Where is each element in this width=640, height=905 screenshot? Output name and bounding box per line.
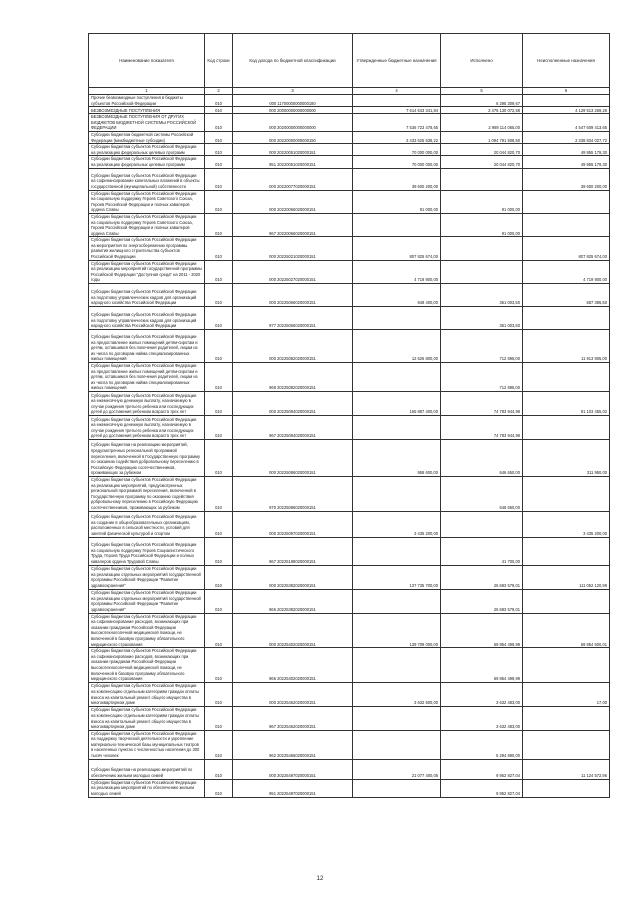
row-executed-amount: 712 895,00: [441, 363, 523, 392]
row-line-code: 010: [205, 706, 233, 730]
row-line-code: 010: [205, 613, 233, 648]
row-approved-amount: 3 435 200,00: [353, 511, 441, 537]
header-executed: Исполнено: [441, 34, 523, 88]
row-line-code: 010: [205, 168, 233, 190]
row-indicator-name: Субсидии бюджетам субъектов Российской Федерации на ежемесячную денежную выплату, назначаемую в случае рождения третьего ребенка или последующих детей до достижения ребенком возраста трех лет: [89, 416, 205, 440]
row-budget-code: 967 20225462020000151: [233, 706, 353, 730]
row-line-code: 010: [205, 511, 233, 537]
row-unexecuted-amount: 587 396,50: [523, 284, 610, 307]
table-row: [89, 237, 610, 260]
row-line-code: 010: [205, 682, 233, 706]
row-budget-code: 967 20220066020000151: [233, 213, 353, 236]
row-executed-amount: [441, 168, 523, 190]
row-budget-code: 000 20225382020000151: [233, 565, 353, 589]
row-executed-amount: 74 783 944,98: [441, 416, 523, 440]
row-unexecuted-amount: 91 103 455,02: [523, 392, 610, 416]
row-approved-amount: 807 825 674,00: [353, 237, 441, 260]
row-unexecuted-amount: [523, 779, 610, 797]
row-unexecuted-amount: 2 338 834 027,72: [523, 131, 610, 143]
row-budget-code: 000 20220051020000151: [233, 144, 353, 156]
row-executed-amount: 5 294 890,00: [441, 730, 523, 759]
row-unexecuted-amount: 11 124 572,96: [523, 759, 610, 779]
table-row: [89, 477, 610, 512]
row-executed-amount: 74 783 944,98: [441, 392, 523, 416]
row-executed-amount: [441, 511, 523, 537]
row-executed-amount: 6 295 309,67: [441, 95, 523, 107]
row-indicator-name: БЕЗВОЗМЕЗДНЫЕ ПОСТУПЛЕНИЯ: [89, 107, 205, 114]
row-approved-amount: 7 536 723 478,65: [353, 114, 441, 132]
row-budget-code: 966 20225402020000151: [233, 648, 353, 683]
row-approved-amount: 3 632 500,00: [353, 682, 441, 706]
row-budget-code: 000 20220066020000151: [233, 190, 353, 213]
row-line-code: 010: [205, 107, 233, 114]
row-unexecuted-amount: [523, 190, 610, 213]
row-indicator-name: Субсидии бюджетам субъектов Российской Федерации на компенсацию отдельным категориям граждан оплаты взноса на капитальный ремонт общего имущества в многоквартирном доме: [89, 706, 205, 730]
row-executed-amount: 9 952 827,04: [441, 779, 523, 797]
budget-execution-sheet: [88, 33, 609, 798]
row-indicator-name: Субсидии бюджетам субъектов Российской Федерации на софинансирование расходов, возникающих при оказании гражданам Российской Федерации высокотехнологичной медицинской помощи, не включенной в базовую программу обязательного медицинского страхования: [89, 613, 205, 648]
row-budget-code: 000 20225082020000151: [233, 330, 353, 363]
row-indicator-name: Субсидии бюджетам субъектов Российской Федерации на предоставление жилых помещений детям-сиротам и детям, оставшимся без попечения родителей, лицам из их числа по договорам найма специализированных жилых помещений: [89, 330, 205, 363]
column-number: 2: [205, 88, 233, 95]
table-row: [89, 213, 610, 236]
table-row: [89, 537, 610, 565]
row-approved-amount: [353, 363, 441, 392]
row-executed-amount: 361 003,50: [441, 307, 523, 330]
row-line-code: 010: [205, 330, 233, 363]
row-unexecuted-amount: 39 600 200,00: [523, 168, 610, 190]
row-unexecuted-amount: 49 955 179,30: [523, 156, 610, 168]
row-approved-amount: 4 719 900,00: [353, 260, 441, 283]
table-row: [89, 706, 610, 730]
row-budget-code: 000 20225027020000151: [233, 260, 353, 283]
row-indicator-name: Субсидии бюджетам субъектов Российской Федерации на социальную поддержку Героев Социалистического Труда, Героев Труда Российской Федерации и полных кавалеров ордена Трудовой Славы: [89, 537, 205, 565]
row-executed-amount: 26 683 579,01: [441, 565, 523, 589]
row-indicator-name: Субсидии бюджетам бюджетной системы Российской Федерации (межбюджетные субсидии): [89, 131, 205, 143]
row-executed-amount: 646 650,00: [441, 477, 523, 512]
row-executed-amount: 3 632 483,00: [441, 706, 523, 730]
row-approved-amount: [353, 779, 441, 797]
table-row: [89, 589, 610, 613]
row-budget-code: 967 20225084020000151: [233, 416, 353, 440]
row-unexecuted-amount: 3 435 200,00: [523, 511, 610, 537]
row-budget-code: 962 20225466020000151: [233, 730, 353, 759]
row-line-code: 010: [205, 363, 233, 392]
row-indicator-name: Субсидии бюджетам субъектов Российской Федерации на социальную поддержку Героев Советского Союза, Героев Российской Федерации и полных кавалеров ордена Славы: [89, 213, 205, 236]
row-unexecuted-amount: 111 052 120,99: [523, 565, 610, 589]
row-indicator-name: Субсидии бюджетам субъектов Российской Федерации на софинансирование расходов, возникающих при оказании гражданам Российской Федерации высокотехнологичной медицинской помощи, не включенной в базовую программу обязательного медицинского страхования: [89, 648, 205, 683]
row-approved-amount: 958 600,00: [353, 440, 441, 477]
row-budget-code: 000 20225084020000151: [233, 392, 353, 416]
table-row: [89, 779, 610, 797]
row-executed-amount: 91 000,00: [441, 190, 523, 213]
row-budget-code: 000 20220000000000150: [233, 131, 353, 143]
row-approved-amount: 139 709 000,00: [353, 613, 441, 648]
table-row: [89, 107, 610, 114]
row-indicator-name: Субсидии бюджетам субъектов Российской Федерации на реализацию федеральных целевых программ: [89, 156, 205, 168]
row-line-code: 010: [205, 260, 233, 283]
row-executed-amount: 361 003,50: [441, 284, 523, 307]
row-unexecuted-amount: 69 854 500,01: [523, 613, 610, 648]
table-row: [89, 190, 610, 213]
row-budget-code: 951 20225497020000151: [233, 779, 353, 797]
row-indicator-name: Субсидии бюджетам на реализацию мероприятий по обеспечению жильем молодых семей: [89, 759, 205, 779]
row-approved-amount: [353, 213, 441, 236]
row-budget-code: 000 20225402020000151: [233, 613, 353, 648]
table-row: [89, 95, 610, 107]
row-budget-code: 966 20225382020000151: [233, 589, 353, 613]
table-row: [89, 511, 610, 537]
row-executed-amount: 646 650,00: [441, 440, 523, 477]
row-executed-amount: [441, 260, 523, 283]
row-approved-amount: [353, 416, 441, 440]
row-unexecuted-amount: [523, 213, 610, 236]
row-executed-amount: 69 854 499,99: [441, 648, 523, 683]
row-approved-amount: 39 600 200,00: [353, 168, 441, 190]
row-unexecuted-amount: [523, 537, 610, 565]
row-budget-code: 967 20225198020000151: [233, 537, 353, 565]
header-code: Код строки: [205, 34, 233, 88]
row-approved-amount: 12 626 800,00: [353, 330, 441, 363]
row-unexecuted-amount: 49 955 179,30: [523, 144, 610, 156]
row-budget-code: 000 20225066020000151: [233, 284, 353, 307]
table-row: [89, 416, 610, 440]
row-line-code: 010: [205, 284, 233, 307]
row-line-code: 010: [205, 565, 233, 589]
row-line-code: 010: [205, 190, 233, 213]
row-unexecuted-amount: 17,00: [523, 682, 610, 706]
row-executed-amount: 20 044 820,70: [441, 156, 523, 168]
row-executed-amount: 3 632 483,00: [441, 682, 523, 706]
row-unexecuted-amount: [523, 648, 610, 683]
row-approved-amount: 948 400,00: [353, 284, 441, 307]
row-approved-amount: [353, 730, 441, 759]
table-header-row: [89, 34, 610, 88]
row-indicator-name: Субсидии бюджетам субъектов Российской Федерации на создание в общеобразовательных организациях, расположенных в сельской местности, условий для занятий физической культурой и спортом: [89, 511, 205, 537]
row-approved-amount: 70 000 000,00: [353, 144, 441, 156]
row-unexecuted-amount: [523, 95, 610, 107]
row-executed-amount: 3 475 130 072,58: [441, 107, 523, 114]
row-line-code: 010: [205, 144, 233, 156]
table-row: [89, 392, 610, 416]
row-unexecuted-amount: [523, 477, 610, 512]
table-row: [89, 307, 610, 330]
table-row: [89, 440, 610, 477]
row-line-code: 010: [205, 477, 233, 512]
row-line-code: 010: [205, 392, 233, 416]
row-approved-amount: 70 000 000,00: [353, 156, 441, 168]
row-approved-amount: [353, 307, 441, 330]
header-name: Наименование показателя: [89, 34, 205, 88]
table-row: [89, 363, 610, 392]
table-row: [89, 284, 610, 307]
row-line-code: 010: [205, 779, 233, 797]
table-row: [89, 144, 610, 156]
row-line-code: 010: [205, 237, 233, 260]
row-line-code: 010: [205, 440, 233, 477]
row-unexecuted-amount: 4 547 609 413,65: [523, 114, 610, 132]
row-approved-amount: 3 433 625 538,22: [353, 131, 441, 143]
table-row: [89, 168, 610, 190]
column-number: 5: [441, 88, 523, 95]
row-approved-amount: [353, 648, 441, 683]
row-approved-amount: 91 000,00: [353, 190, 441, 213]
column-number: 6: [523, 88, 610, 95]
row-unexecuted-amount: [523, 307, 610, 330]
row-line-code: 010: [205, 213, 233, 236]
row-budget-code: 970 20225086020000151: [233, 477, 353, 512]
row-approved-amount: 165 887 400,00: [353, 392, 441, 416]
table-row: [89, 330, 610, 363]
table-row: [89, 114, 610, 132]
page-number: 12: [316, 876, 324, 882]
row-indicator-name: Субсидии бюджетам субъектов Российской Федерации на реализацию отдельных мероприятий государственной программы Российской Федерации "Развитие здравоохранения": [89, 565, 205, 589]
row-executed-amount: [441, 237, 523, 260]
header-kbk: Код дохода по бюджетной классификации: [233, 34, 353, 88]
row-indicator-name: Субсидии бюджетам субъектов Российской Федерации на софинансирование капитальных вложений в объекты государственной (муниципальной) собственности: [89, 168, 205, 190]
row-unexecuted-amount: 807 825 674,00: [523, 237, 610, 260]
row-executed-amount: 712 895,00: [441, 330, 523, 363]
row-budget-code: 000 11700000000000180: [233, 95, 353, 107]
row-approved-amount: [353, 706, 441, 730]
row-indicator-name: БЕЗВОЗМЕЗДНЫЕ ПОСТУПЛЕНИЯ ОТ ДРУГИХ БЮДЖЕТОВ БЮДЖЕТНОЙ СИСТЕМЫ РОССИЙСКОЙ ФЕДЕРАЦИИ: [89, 114, 205, 132]
row-approved-amount: [353, 589, 441, 613]
row-executed-amount: 91 000,00: [441, 213, 523, 236]
row-line-code: 010: [205, 131, 233, 143]
row-approved-amount: 7 614 643 341,84: [353, 107, 441, 114]
table-row: [89, 730, 610, 759]
row-unexecuted-amount: [523, 706, 610, 730]
column-number: 4: [353, 88, 441, 95]
table-row: [89, 260, 610, 283]
row-indicator-name: Субсидии бюджетам субъектов Российской Федерации на реализацию мероприятий государственной программы Российской Федерации "Доступная среда" на 2011 - 2020 годы: [89, 260, 205, 283]
row-unexecuted-amount: [523, 589, 610, 613]
table-row: [89, 131, 610, 143]
row-line-code: 010: [205, 730, 233, 759]
row-approved-amount: 21 077 400,06: [353, 759, 441, 779]
row-indicator-name: Субсидии бюджетам субъектов Российской Федерации на компенсацию отдельным категориям граждан оплаты взноса на капитальный ремонт общего имущества в многоквартирном доме: [89, 682, 205, 706]
row-executed-amount: 41 700,00: [441, 537, 523, 565]
column-number-row: [89, 88, 610, 95]
header-unexecuted: Неисполненные назначения: [523, 34, 610, 88]
row-approved-amount: 137 735 700,00: [353, 565, 441, 589]
row-line-code: 010: [205, 759, 233, 779]
row-executed-amount: 2 989 114 065,00: [441, 114, 523, 132]
row-indicator-name: Субсидии бюджетам субъектов Российской Федерации на подготовку управленческих кадров для организаций народного хозяйства Российской Федерации: [89, 284, 205, 307]
row-unexecuted-amount: [523, 730, 610, 759]
row-executed-amount: 69 854 499,99: [441, 613, 523, 648]
column-number: 1: [89, 88, 205, 95]
row-indicator-name: Субсидии бюджетам субъектов Российской Федерации на предоставление жилых помещений детям-сиротам и детям, оставшимся без попечения родителей, лицам из их числа по договорам найма специализированных жилых помещений: [89, 363, 205, 392]
row-budget-code: 000 20225462020000151: [233, 682, 353, 706]
row-executed-amount: 1 094 791 508,50: [441, 131, 523, 143]
row-line-code: 010: [205, 156, 233, 168]
row-indicator-name: Субсидии бюджетам субъектов Российской Федерации на реализацию мероприятий, предусмотренных региональной программой переселения, включенной в Государственную программу по оказанию содействия добровольному переселению в Российскую Федерацию соотечественников, проживающих за рубежом: [89, 477, 205, 512]
row-approved-amount: [353, 477, 441, 512]
row-executed-amount: 26 683 579,01: [441, 589, 523, 613]
row-unexecuted-amount: [523, 363, 610, 392]
row-line-code: 010: [205, 537, 233, 565]
table-row: [89, 613, 610, 648]
row-approved-amount: [353, 95, 441, 107]
row-budget-code: 968 20225082020000151: [233, 363, 353, 392]
table-row: [89, 759, 610, 779]
row-budget-code: 000 20000000000000000: [233, 107, 353, 114]
row-line-code: 010: [205, 589, 233, 613]
table-row: [89, 648, 610, 683]
row-budget-code: 000 20225086020000151: [233, 440, 353, 477]
row-budget-code: 000 20220077020000151: [233, 168, 353, 190]
row-indicator-name: Субсидии бюджетам субъектов Российской Федерации на ежемесячную денежную выплату, назначаемую в случае рождения третьего ребенка или последующих детей до достижения ребенком возраста трех лет: [89, 392, 205, 416]
row-budget-code: 000 20225097020000151: [233, 511, 353, 537]
row-indicator-name: Субсидии бюджетам субъектов Российской Федерации на поддержку творческой деятельности и укрепление материально-технической базы муниципальных театров в населенных пунктах с численностью населения до 300 тысяч человек: [89, 730, 205, 759]
table-row: [89, 565, 610, 589]
row-budget-code: 000 20225021020000151: [233, 237, 353, 260]
row-indicator-name: Субсидии бюджетам субъектов Российской Федерации на реализацию мероприятий по обеспечению жильем молодых семей: [89, 779, 205, 797]
row-line-code: 010: [205, 114, 233, 132]
row-executed-amount: 20 044 820,70: [441, 144, 523, 156]
row-budget-code: 000 20200000000000000: [233, 114, 353, 132]
row-budget-code: 000 20225497020000151: [233, 759, 353, 779]
table-row: [89, 682, 610, 706]
row-line-code: 010: [205, 648, 233, 683]
row-budget-code: 977 20225066020000151: [233, 307, 353, 330]
row-unexecuted-amount: 11 913 905,00: [523, 330, 610, 363]
row-indicator-name: Прочие безвозмездные поступления в бюджеты субъектов Российской Федерации: [89, 95, 205, 107]
row-approved-amount: [353, 537, 441, 565]
row-budget-code: 951 20220051020000151: [233, 156, 353, 168]
row-unexecuted-amount: [523, 416, 610, 440]
row-line-code: 010: [205, 95, 233, 107]
row-executed-amount: 9 952 827,04: [441, 759, 523, 779]
row-indicator-name: Субсидии бюджетам субъектов Российской Федерации на подготовку управленческих кадров для организаций народного хозяйства Российской Федерации: [89, 307, 205, 330]
column-number: 3: [233, 88, 353, 95]
row-indicator-name: Субсидии бюджетам субъектов Российской Федерации на реализацию отдельных мероприятий государственной программы Российской Федерации "Развитие здравоохранения": [89, 589, 205, 613]
row-line-code: 010: [205, 416, 233, 440]
row-indicator-name: Субсидии бюджетам субъектов Российской Федерации на социальную поддержку Героев Советского Союза, Героев Российской Федерации и полных кавалеров ордена Славы: [89, 190, 205, 213]
table-row: [89, 156, 610, 168]
row-indicator-name: Субсидии бюджетам субъектов Российской Федерации на реализацию федеральных целевых программ: [89, 144, 205, 156]
header-approved: Утвержденные бюджетные назначения: [353, 34, 441, 88]
row-indicator-name: Субсидии бюджетам на реализацию мероприятий, предусмотренных региональной программой переселения, включенной в Государственную программу по оказанию содействия добровольному переселению в Российскую Федерацию соотечественников, проживающих за рубежом: [89, 440, 205, 477]
row-unexecuted-amount: 4 129 513 269,26: [523, 107, 610, 114]
row-line-code: 010: [205, 307, 233, 330]
row-unexecuted-amount: 4 719 900,00: [523, 260, 610, 283]
row-indicator-name: Субсидии бюджетам субъектов Российской Федерации на мероприятия по энергосбережению программы развития жилищного строительства субъектов Российской Федерации: [89, 237, 205, 260]
row-unexecuted-amount: 311 950,00: [523, 440, 610, 477]
budget-table: [88, 33, 610, 798]
